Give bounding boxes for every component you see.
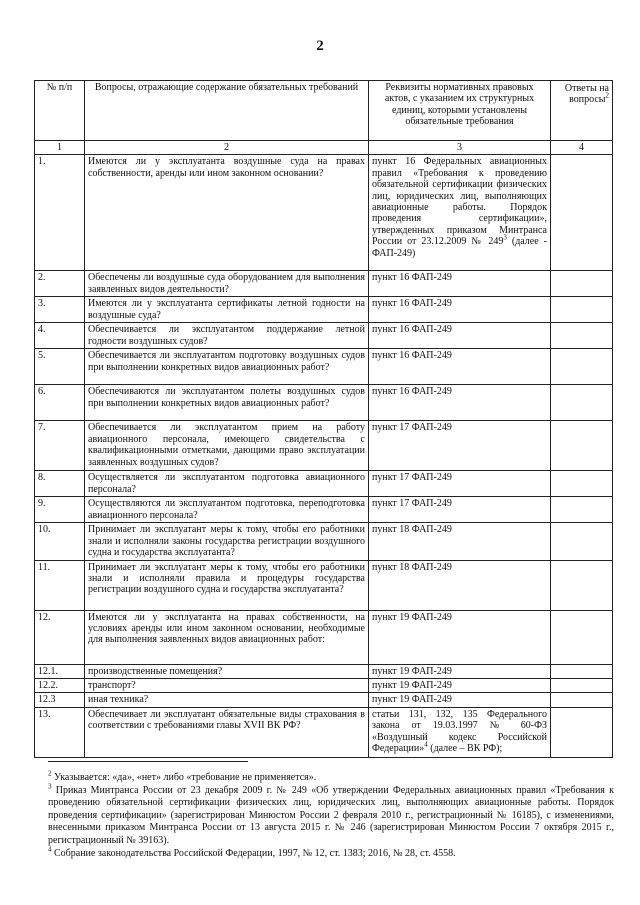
row-reference [369,297,551,323]
row-reference [369,707,551,757]
footnote-text: Указывается: «да», «нет» либо «требование не применяется». [51,772,317,783]
column-number-row [35,141,613,155]
reference-text: пункт 17 ФАП-249 [372,498,452,510]
row-answer [551,421,613,471]
footnote-text: Собрание законодательства Российской Федерации, 1997, № 12, ст. 1383; 2016, № 28, ст. 4558. [51,847,456,859]
row-reference [369,155,551,271]
row-number: 5. [35,349,85,385]
footnote-ref: 4 [424,740,428,749]
row-number: 10. [35,523,85,560]
row-number: 12.2. [35,679,85,693]
reference-tail: (далее – ВК РФ); [427,743,503,755]
reference-text: пункт 17 ФАП-249 [372,472,452,484]
column-number: 2 [85,141,369,155]
row-reference [369,523,551,560]
header-requisites: Реквизиты нормативных правовых актов, с указанием их структурных единиц, которыми установлены обязательные требования [369,81,551,141]
reference-text: пункт 19 ФАП-249 [372,665,452,677]
table-header-row [35,81,613,141]
row-number: 12.1. [35,664,85,678]
footnotes [48,769,614,860]
row-answer [551,271,613,297]
reference-tail: (далее - ФАП-249) [372,236,547,259]
footnote-text: Приказ Минтранса России от 23 декабря 2009 г. № 249 «Об утверждении Федеральных авиационных правил «Требования к проведению обязательной сертификации физических лиц, юридических лиц, выполняющих авиационные работы. Порядок проведения сертификации» (зарегистрирован Минюстом России 2 февраля 2010 г., регистрационный № 16185), с изменениями, внесенными приказом Минтранса России от 13 августа 2015 г. № 246 (зарегистрирован Минюстом России 7 октября 2015 г., регистрационный № 39163). [48,784,614,846]
row-question: Обеспечиваются ли эксплуатантом полеты воздушных судов при выполнении конкретных видов авиационных работ? [85,385,369,421]
row-reference [369,349,551,385]
row-question: Имеются ли у эксплуатанта на правах собственности, на условиях аренды или ином законном основании, необходимые для выполнения заявленных видов авиационных работ: [85,610,369,664]
column-number: 3 [369,141,551,155]
reference-text: пункт 16 ФАП-249 [372,298,452,310]
row-number: 9. [35,497,85,523]
row-number: 3. [35,297,85,323]
header-question: Вопросы, отражающие содержание обязательных требований [85,81,369,141]
row-question: Осуществляется ли эксплуатантом подготовка авиационного персонала? [85,471,369,497]
row-reference [369,271,551,297]
table-row [35,693,613,707]
row-reference [369,679,551,693]
row-reference [369,560,551,610]
row-answer [551,323,613,349]
footnote [48,782,614,848]
row-answer [551,155,613,271]
header-num: № п/п [35,81,85,141]
header-answers-footnote-ref: 2 [605,92,609,101]
row-number: 12. [35,610,85,664]
table-row [35,323,613,349]
footnote-number: 2 [48,769,52,778]
column-number: 1 [35,141,85,155]
row-answer [551,523,613,560]
row-reference [369,323,551,349]
reference-text: пункт 16 ФАП-249 [372,324,452,336]
table-body [35,155,613,757]
row-answer [551,297,613,323]
row-answer [551,664,613,678]
table-row [35,471,613,497]
table-row [35,523,613,560]
row-question: Принимает ли эксплуатант меры к тому, чтобы его работники знали и исполняли законы государства регистрации воздушного судна и государства эксплуатанта? [85,523,369,560]
row-question: Обеспечивается ли эксплуатантом поддержание летной годности воздушных судов? [85,323,369,349]
reference-text: пункт 18 ФАП-249 [372,524,452,536]
reference-text: пункт 18 ФАП-249 [372,561,452,573]
table-row [35,664,613,678]
footnote-ref: 3 [503,233,507,242]
reference-text: пункт 16 ФАП-249 [372,350,452,362]
table-row [35,707,613,757]
row-question: производственные помещения? [85,664,369,678]
table-row [35,349,613,385]
row-question: Обеспечивается ли эксплуатантом подготовку воздушных судов при выполнении конкретных видов авиационных работ? [85,349,369,385]
row-reference [369,664,551,678]
row-reference [369,385,551,421]
row-number: 2. [35,271,85,297]
row-number: 8. [35,471,85,497]
row-reference [369,693,551,707]
reference-text: пункт 19 ФАП-249 [372,694,452,706]
footnote-number: 4 [48,845,52,854]
row-reference [369,497,551,523]
table-row [35,497,613,523]
table-row [35,679,613,693]
page-number: 2 [316,38,324,54]
row-question: транспорт? [85,679,369,693]
row-answer [551,385,613,421]
row-reference [369,610,551,664]
row-answer [551,707,613,757]
column-number: 4 [551,141,613,155]
row-number: 12.3 [35,693,85,707]
row-reference [369,421,551,471]
table-row [35,385,613,421]
requirements-table [34,80,613,758]
row-number: 7. [35,421,85,471]
footnote [48,845,614,861]
row-question: Имеются ли у эксплуатанта воздушные суда на правах собственности, аренды или ином законном основании? [85,155,369,271]
table-row [35,271,613,297]
reference-text: пункт 19 ФАП-249 [372,680,452,692]
reference-text: статьи 131, 132, 135 Федерального закона от 19.03.1997 № 60-ФЗ «Воздушный кодекс Российской Федерации» [372,708,547,755]
row-answer [551,471,613,497]
row-number: 1. [35,155,85,271]
footnote-number: 3 [48,782,52,791]
reference-text: пункт 16 ФАП-249 [372,386,452,398]
row-number: 13. [35,707,85,757]
row-reference [369,471,551,497]
row-number: 6. [35,385,85,421]
table-row [35,610,613,664]
row-question: Осуществляются ли эксплуатантом подготовка, переподготовка авиационного персонала? [85,497,369,523]
reference-text: пункт 17 ФАП-249 [372,422,452,434]
row-question: Имеются ли у эксплуатанта сертификаты летной годности на воздушные суда? [85,297,369,323]
reference-text: пункт 19 ФАП-249 [372,611,452,623]
header-answers-text: Ответы на вопросы [564,83,609,106]
row-question: Обеспечивается ли эксплуатантом прием на работу авиационного персонала, имеющего свидетельства с квалификационными отметками, дающими право эксплуатации заявленных воздушных судов? [85,421,369,471]
row-answer [551,693,613,707]
row-answer [551,610,613,664]
reference-text: пункт 16 ФАП-249 [372,272,452,284]
header-answers [551,81,613,141]
row-answer [551,349,613,385]
footnote [48,769,614,785]
footnote-divider [48,761,248,762]
row-question: Обеспечены ли воздушные суда оборудованием для выполнения заявленных видов деятельности? [85,271,369,297]
row-number: 4. [35,323,85,349]
table-row [35,560,613,610]
row-question: Обеспечивает ли эксплуатант обязательные виды страхования в соответствии с требованиями главы XVII ВК РФ? [85,707,369,757]
table-row [35,155,613,271]
table-row [35,421,613,471]
table-row [35,297,613,323]
reference-text: пункт 16 Федеральных авиационных правил «Требования к проведению обязательной сертификации физических лиц, юридических лиц, выполняющих авиационные работы. Порядок проведения сертификации», утвержденных приказом Минтранса России от 23.12.2009 № 249 [372,156,547,248]
row-question: Принимает ли эксплуатант меры к тому, чтобы его работники знали и исполняли правила и процедуры государства регистрации воздушного судна и государства эксплуатанта? [85,560,369,610]
row-answer [551,560,613,610]
row-answer [551,679,613,693]
row-question: иная техника? [85,693,369,707]
row-answer [551,497,613,523]
row-number: 11. [35,560,85,610]
